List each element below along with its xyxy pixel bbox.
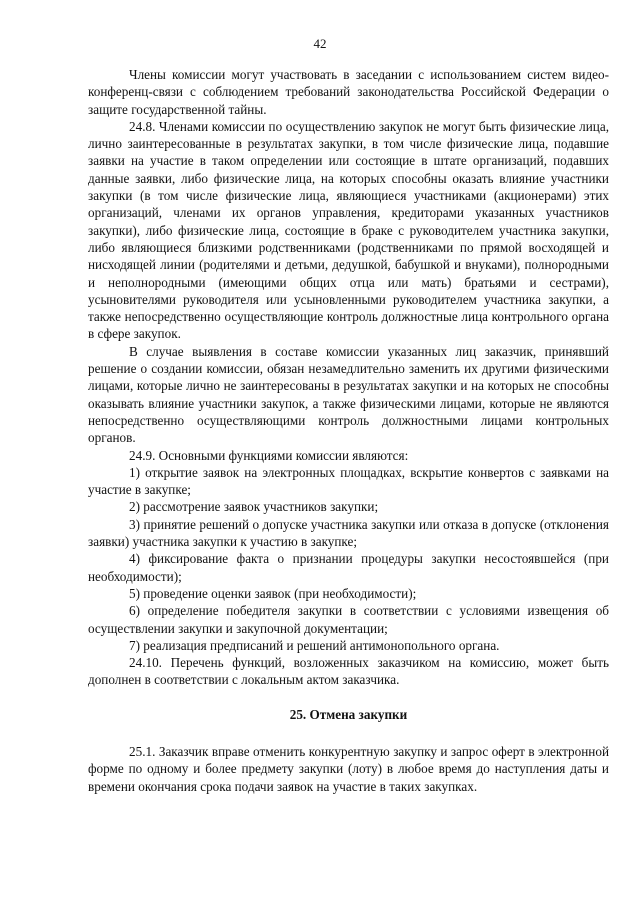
paragraph-24-8: 24.8. Членами комиссии по осуществлению закупок не могут быть физические лица, лично заинтересованные в результатах закупки, в том числе физические лица, подавшие заявки на участие в таком определении или состоящие в штате организаций, подавших данные заявки, либо физические лица, на которых способны оказать влияние участники закупки (в том числе физические лица, являющиеся участниками (акционерами) этих организаций, членами их органов управления, кредиторами указанных участников закупки), либо физические лица, состоящие в браке с руководителем участника закупки, либо являющиеся близкими родственниками (родственниками по прямой восходящей и нисходящей линии (родителями и детьми, дедушкой, бабушкой и внуками), полнородными и неполнородными (имеющими общих отца или мать) братьями и сестрами), усыновителями руководителя или усыновленными руководителем участника закупки, а также непосредственно осуществляющие контроль должностные лица контрольного органа в сфере закупок. (88, 118, 609, 342)
list-item-function-4: 4) фиксирование факта о признании процедуры закупки несостоявшейся (при необходимости); (88, 551, 609, 584)
list-item-function-6: 6) определение победителя закупки в соответствии с условиями извещения об осуществлении закупки и закупочной документации; (88, 603, 609, 636)
paragraph-replacement: В случае выявления в составе комиссии указанных лиц заказчик, принявший решение о создании комиссии, обязан незамедлительно заменить их другими физическими лицами, которые лично не заинтересованы в результатах закупки и на которых не способны оказывать влияние участники закупок, а также физическими лицами, которые не являются непосредственно осуществляющими контроль должностными лицами контрольных органов. (88, 343, 609, 446)
list-item-function-5: 5) проведение оценки заявок (при необходимости); (129, 585, 417, 601)
document-body (88, 66, 609, 795)
list-item-function-3: 3) принятие решений о допуске участника закупки или отказа в допуске (отклонения заявки) участника закупки к участию в закупке; (88, 516, 609, 550)
page-number: 42 (313, 36, 327, 51)
list-item-function-7: 7) реализация предписаний и решений антимонопольного органа. (129, 637, 500, 653)
list-item-function-2: 2) рассмотрение заявок участников закупки; (129, 499, 379, 515)
paragraph-25-1: 25.1. Заказчик вправе отменить конкурентную закупку и запрос оферт в электронной форме по одному и более предмету закупки (лоту) в любое время до наступления даты и времени окончания срока подачи заявок на участие в таких закупках. (88, 743, 609, 794)
section-heading: 25. Отмена закупки (289, 706, 408, 722)
paragraph-commission-videoconference: Члены комиссии могут участвовать в заседании с использованием систем видео-конференц-связи с соблюдением требований законодательства Российской Федерации о защите государственной тайны. (88, 67, 609, 117)
paragraph-24-10: 24.10. Перечень функций, возложенных заказчиком на комиссию, может быть дополнен в соответствии с локальным актом заказчика. (88, 655, 609, 688)
list-item-function-1: 1) открытие заявок на электронных площадках, вскрытие конвертов с заявками на участие в закупке; (88, 464, 609, 498)
paragraph-24-9: 24.9. Основными функциями комиссии являются: (129, 447, 409, 463)
